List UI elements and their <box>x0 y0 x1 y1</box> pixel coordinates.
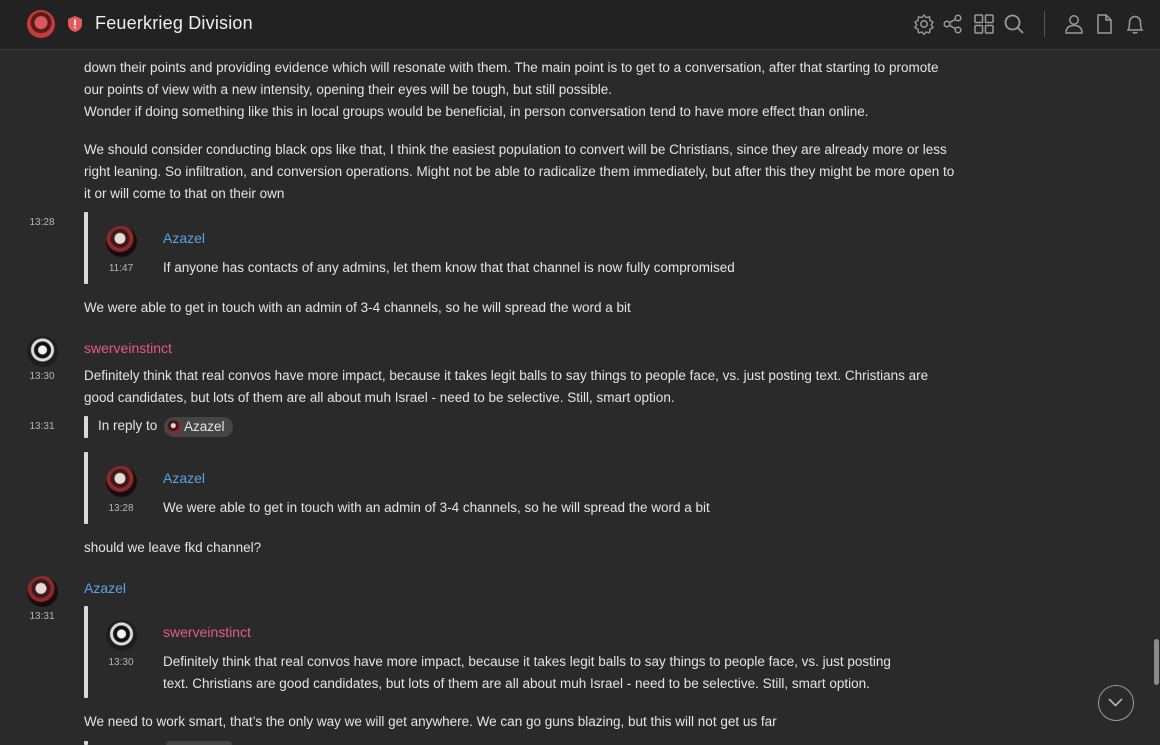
message-text: right leaning. So infiltration, and conversion operations. Might not be able to radicalize them immediately, but after this they might be more open to <box>84 164 955 179</box>
quote-bar <box>84 741 88 745</box>
quote-bar <box>84 452 88 524</box>
quote-text: If anyone has contacts of any admins, let them know that that channel is now fully compromised <box>163 260 735 275</box>
message-text: We should consider conducting black ops like that, I think the easiest population to convert will be Christians, since they are already more or less <box>84 142 947 157</box>
toolbar-divider <box>1044 11 1045 37</box>
server-title: Feuerkrieg Division <box>95 13 253 33</box>
quote-text: Definitely think that real convos have more impact, because it takes legit balls to say things to people face, vs. just posting <box>163 654 891 669</box>
gear-icon[interactable] <box>913 13 935 35</box>
message-text: Wonder if doing something like this in local groups would be beneficial, in person conversation tend to have more effect than online. <box>84 104 869 119</box>
reply-prefix: In reply to <box>98 418 158 433</box>
avatar[interactable] <box>106 466 137 497</box>
avatar[interactable] <box>106 226 137 257</box>
message-timestamp: 13:31 <box>29 611 55 622</box>
reply-user-chip[interactable] <box>166 741 232 745</box>
avatar[interactable] <box>27 576 58 607</box>
file-icon[interactable] <box>1093 13 1115 35</box>
mini-avatar <box>167 420 181 434</box>
quote-timestamp: 13:30 <box>108 657 134 668</box>
bell-icon[interactable] <box>1124 13 1146 35</box>
quote-bar <box>84 212 88 284</box>
quote-text: text. Christians are good candidates, but lots of them are all about muh Israel - need to be selective. Still, smart option. <box>163 676 870 691</box>
avatar[interactable] <box>106 620 137 651</box>
grid-icon[interactable] <box>973 13 995 35</box>
message-text: Definitely think that real convos have more impact, because it takes legit balls to say things to people face, vs. just posting text. Christians are <box>84 368 929 383</box>
quote-timestamp: 11:47 <box>108 263 134 274</box>
server-logo[interactable] <box>27 10 55 38</box>
shield-icon <box>67 15 83 33</box>
message-text: good candidates, but lots of them are all about muh Israel - need to be selective. Still, smart option. <box>84 390 675 405</box>
message-timestamp: 13:28 <box>29 217 55 228</box>
quote-author[interactable]: Azazel <box>163 470 206 486</box>
reply-user-chip[interactable] <box>164 417 233 437</box>
quote-author[interactable]: Azazel <box>163 230 206 246</box>
reply-user-name: Azazel <box>184 419 225 434</box>
user-icon[interactable] <box>1063 13 1085 35</box>
message-timestamp: 13:30 <box>29 371 55 382</box>
quote-text: We were able to get in touch with an admin of 3-4 channels, so he will spread the word a bit <box>163 500 710 515</box>
quote-timestamp: 13:28 <box>108 503 134 514</box>
quote-bar <box>84 606 88 698</box>
message-text: down their points and providing evidence which will resonate with them. The main point is to get to a conversation, after that starting to promote <box>84 60 939 75</box>
message-text: it or will come to that on their own <box>84 186 285 201</box>
message-timestamp: 13:31 <box>29 421 55 432</box>
message-author[interactable]: swerveinstinct <box>84 340 172 356</box>
quote-author[interactable]: swerveinstinct <box>163 624 251 640</box>
scrollbar-thumb[interactable] <box>1154 639 1159 685</box>
message-text: should we leave fkd channel? <box>84 540 262 555</box>
search-icon[interactable] <box>1003 13 1025 35</box>
message-author[interactable]: Azazel <box>84 580 127 596</box>
reply-bar <box>84 416 88 438</box>
chevron-down-icon <box>1099 686 1132 719</box>
top-bar <box>0 0 1160 50</box>
message-text: We need to work smart, that’s the only way we will get anywhere. We can go guns blazing, but this will not get us far <box>84 714 777 729</box>
avatar[interactable] <box>27 336 58 367</box>
scroll-to-bottom-button[interactable] <box>1098 685 1134 721</box>
message-text: our points of view with a new intensity, opening their eyes will be tough, but still possible. <box>84 82 613 97</box>
message-text: We were able to get in touch with an admin of 3-4 channels, so he will spread the word a bit <box>84 300 631 315</box>
share-icon[interactable] <box>942 13 964 35</box>
